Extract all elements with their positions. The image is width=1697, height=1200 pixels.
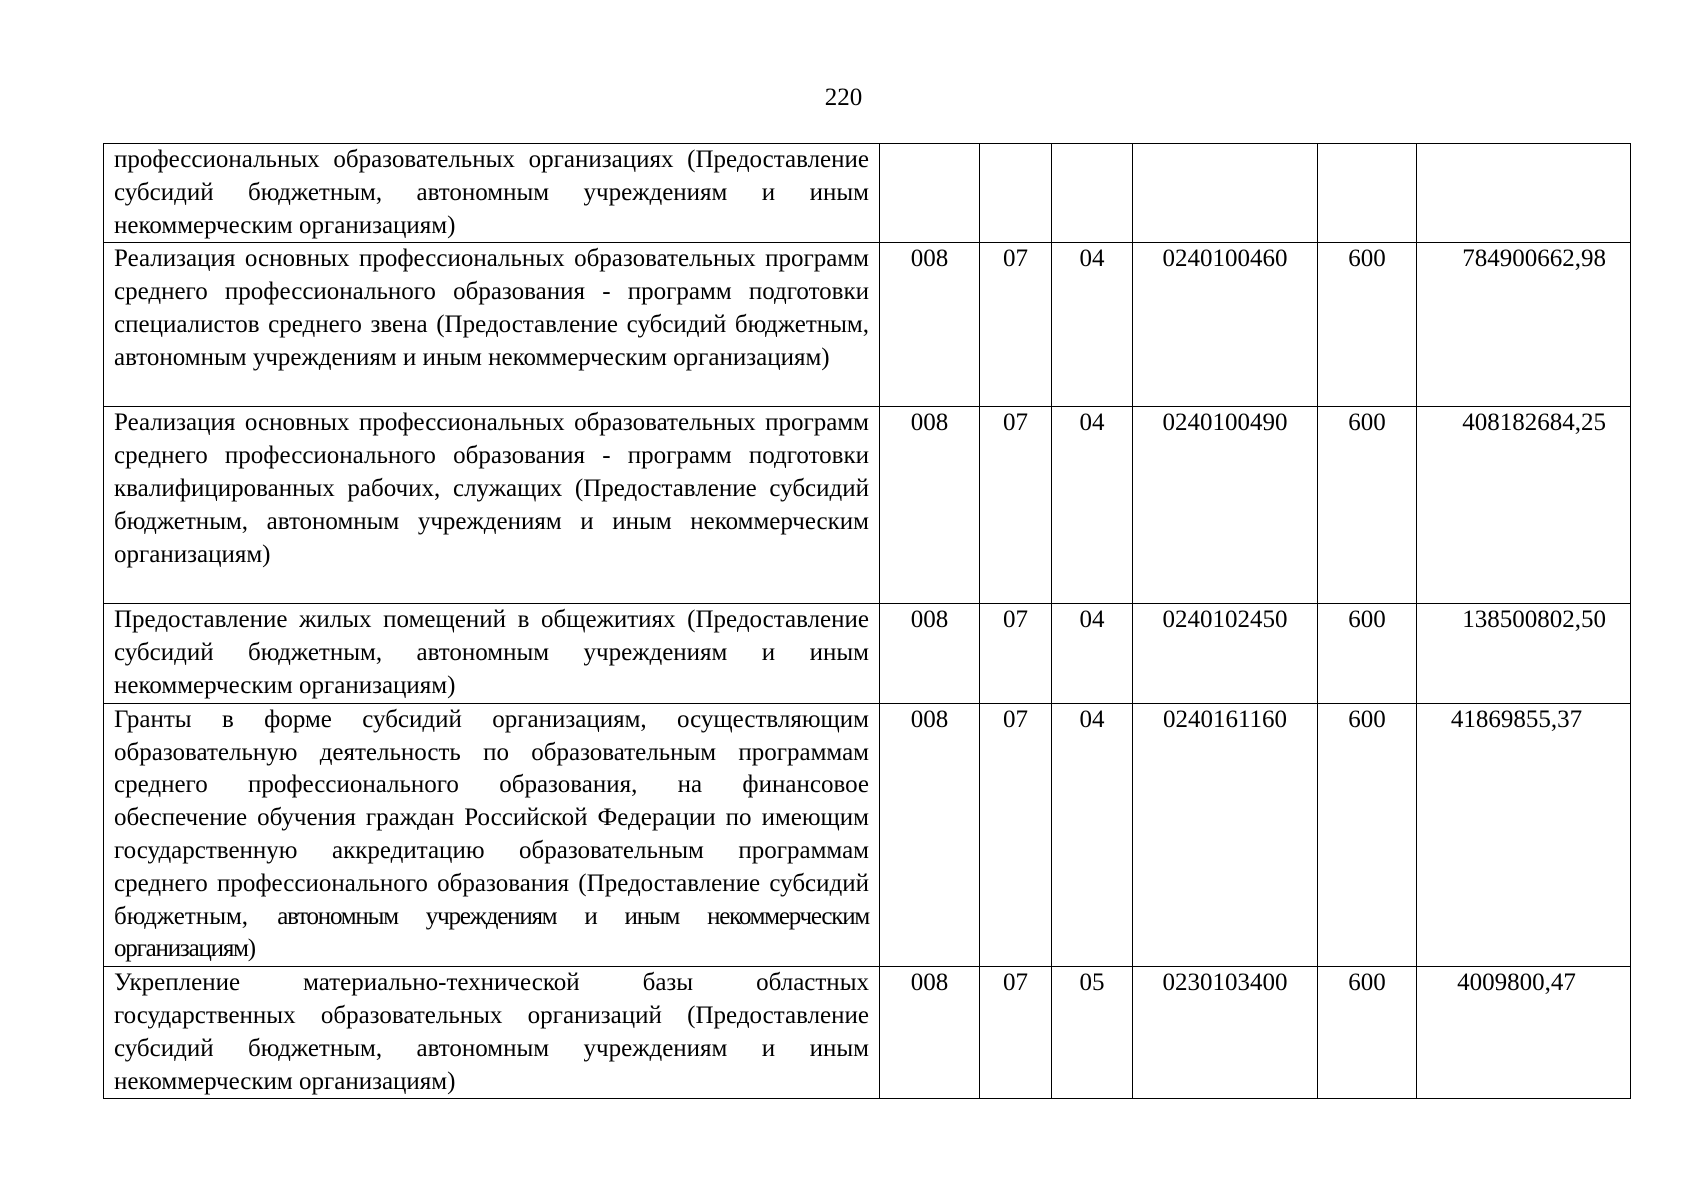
ministry-code: 008 xyxy=(880,243,980,407)
subsection-code: 04 xyxy=(1052,703,1133,966)
expense-type-code: 600 xyxy=(1318,407,1417,604)
section-code xyxy=(980,144,1052,243)
ministry-code xyxy=(880,144,980,243)
amount: 138500802,50 xyxy=(1417,604,1631,703)
subsection-code: 04 xyxy=(1052,407,1133,604)
section-code: 07 xyxy=(980,703,1052,966)
target-article-code: 0240100460 xyxy=(1133,243,1318,407)
amount: 408182684,25 xyxy=(1417,407,1631,604)
target-article-code: 0240100490 xyxy=(1133,407,1318,604)
expense-type-code xyxy=(1318,144,1417,243)
row-description xyxy=(104,703,880,966)
target-article-code: 0240102450 xyxy=(1133,604,1318,703)
target-article-code: 0240161160 xyxy=(1133,703,1318,966)
ministry-code: 008 xyxy=(880,967,980,1099)
row-description: Реализация основных профессиональных образовательных программ среднего профессионального образования - программ подготовки квалифицированных рабочих, служащих (Предоставление субсидий бюджетным, автономным учреждениям и иным некоммерческим организациям) xyxy=(104,407,880,604)
amount: 41869855,37 xyxy=(1417,703,1631,966)
amount: 784900662,98 xyxy=(1417,243,1631,407)
amount: 4009800,47 xyxy=(1417,967,1631,1099)
expense-type-code: 600 xyxy=(1318,604,1417,703)
amount xyxy=(1417,144,1631,243)
subsection-code: 04 xyxy=(1052,243,1133,407)
subsection-code xyxy=(1052,144,1133,243)
ministry-code: 008 xyxy=(880,703,980,966)
expense-type-code: 600 xyxy=(1318,243,1417,407)
row-description-tail: автономным учреждениям и иным некоммерческим организациям) xyxy=(114,902,870,963)
section-code: 07 xyxy=(980,967,1052,1099)
row-description: Реализация основных профессиональных образовательных программ среднего профессионального образования - программ подготовки специалистов среднего звена (Предоставление субсидий бюджетным, автономным учреждениям и иным некоммерческим организациям) xyxy=(104,243,880,407)
section-code: 07 xyxy=(980,407,1052,604)
target-article-code: 0230103400 xyxy=(1133,967,1318,1099)
target-article-code xyxy=(1133,144,1318,243)
ministry-code: 008 xyxy=(880,407,980,604)
subsection-code: 04 xyxy=(1052,604,1133,703)
table-row xyxy=(104,243,1631,407)
table-row xyxy=(104,604,1631,703)
row-description: Укрепление материально-технической базы областных государственных образовательных организаций (Предоставление субсидий бюджетным, автономным учреждениям и иным некоммерческим организациям) xyxy=(104,967,880,1099)
table-row xyxy=(104,703,1631,966)
section-code: 07 xyxy=(980,243,1052,407)
expense-type-code: 600 xyxy=(1318,703,1417,966)
row-description: Предоставление жилых помещений в общежитиях (Предоставление субсидий бюджетным, автономным учреждениям и иным некоммерческим организациям) xyxy=(104,604,880,703)
expense-type-code: 600 xyxy=(1318,967,1417,1099)
subsection-code: 05 xyxy=(1052,967,1133,1099)
row-description: профессиональных образовательных организациях (Предоставление субсидий бюджетным, автономным учреждениям и иным некоммерческим организациям) xyxy=(104,144,880,243)
row-description-main: Гранты в форме субсидий организациям, осуществляющим образовательную деятельность по образовательным программам среднего профессионального образования, на финансовое обеспечение обучения граждан Российской Федерации по имеющим государственную аккредитацию образовательным программам среднего профессионального образования (Предоставление субсидий бюджетным, xyxy=(114,705,869,930)
table-row xyxy=(104,407,1631,604)
table-row xyxy=(104,144,1631,243)
ministry-code: 008 xyxy=(880,604,980,703)
page-number: 220 xyxy=(824,84,863,111)
section-code: 07 xyxy=(980,604,1052,703)
budget-table xyxy=(103,143,1631,1099)
table-row xyxy=(104,967,1631,1099)
